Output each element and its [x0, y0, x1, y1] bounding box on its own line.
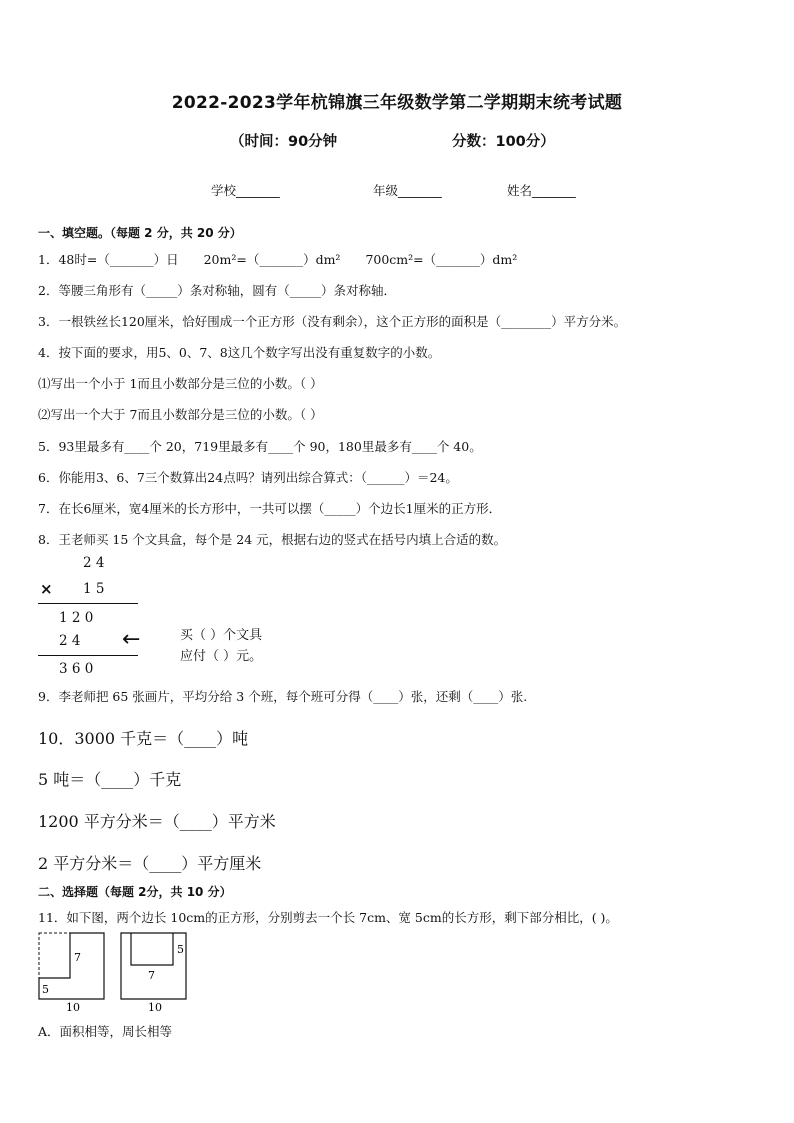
calc-row-multiplier: 1 5	[83, 581, 105, 597]
question-10-part-4: 2 平方分米＝（____）平方厘米	[38, 854, 262, 873]
option-a: A．面积相等，周长相等	[38, 1024, 173, 1039]
exam-score: 分数：100分）	[452, 134, 555, 150]
question-4b: ⑵写出一个大于 7而且小数部分是三位的小数。（ ）	[38, 407, 323, 422]
name-field: 姓名_______	[507, 183, 576, 198]
times-sign: ×	[40, 580, 53, 598]
question-10-part-3: 1200 平方分米＝（____）平方米	[38, 812, 276, 831]
figure-square-1	[36, 930, 108, 1014]
calc-row-multiplicand: 2 4	[83, 555, 105, 571]
question-5: 5．93里最多有____个 20，719里最多有____个 90，180里最多有____个 40。	[38, 439, 482, 454]
fig1-label-5: 5	[42, 983, 49, 996]
calc-row-partial-2: 2 4	[59, 633, 81, 649]
fig2-cut-rectangle	[131, 933, 173, 965]
arrow-left-icon: ←	[122, 627, 141, 652]
calc-line-1	[38, 603, 138, 604]
fig2-label-7: 7	[148, 969, 155, 982]
question-11: 11．如下图，两个边长 10cm的正方形，分别剪去一个长 7cm、宽 5cm的长方形，剩下部分相比，( )。	[38, 910, 618, 925]
question-4a: ⑴写出一个小于 1而且小数部分是三位的小数。（ ）	[38, 376, 323, 391]
fig2-label-10: 10	[148, 1001, 162, 1014]
section1-heading: 一、填空题。（每题 2 分，共 20 分）	[38, 226, 242, 240]
school-field: 学校_______	[211, 183, 280, 198]
fig1-label-7: 7	[74, 951, 81, 964]
question-1: 1．48时=（_______）日 20m²=（_______）dm² 700cm²=（_______）dm²	[38, 252, 518, 267]
calc-line-2	[38, 655, 138, 656]
fig2-label-5: 5	[177, 943, 184, 956]
question-2: 2．等腰三角形有（_____）条对称轴，圆有（_____）条对称轴．	[38, 283, 396, 298]
figure-square-2	[118, 930, 190, 1014]
question-3: 3．一根铁丝长120厘米，恰好围成一个正方形（没有剩余），这个正方形的面积是（________）平方分米。	[38, 314, 627, 329]
question-8: 8．王老师买 15 个文具盒，每个是 24 元，根据右边的竖式在括号内填上合适的数。	[38, 532, 507, 547]
exam-time: （时间：90分钟	[230, 134, 338, 150]
calc-row-product: 3 6 0	[59, 661, 94, 677]
question-10-part-1: 10．3000 千克＝（____）吨	[38, 729, 249, 748]
question-7: 7．在长6厘米，宽4厘米的长方形中，一共可以摆（_____）个边长1厘米的正方形．	[38, 501, 502, 516]
calc-note-buy: 买（ ）个文具	[180, 628, 263, 643]
question-6: 6．你能用3、6、7三个数算出24点吗？请列出综合算式：（______）＝24。	[38, 470, 458, 485]
fig1-label-10: 10	[66, 1001, 80, 1014]
question-10-part-2: 5 吨＝（____）千克	[38, 770, 182, 789]
calc-row-partial-1: 1 2 0	[59, 610, 94, 626]
section2-heading: 二、选择题（每题 2分，共 10 分）	[38, 885, 232, 899]
question-4: 4．按下面的要求，用5、0、7、8这几个数字写出没有重复数字的小数。	[38, 345, 441, 360]
calc-note-pay: 应付（ ）元。	[180, 649, 263, 664]
question-9: 9．李老师把 65 张画片，平均分给 3 个班，每个班可分得（____）张，还剩（____）张.	[38, 689, 528, 704]
exam-title: 2022-2023学年杭锦旗三年级数学第二学期期末统考试题	[171, 93, 623, 113]
grade-field: 年级_______	[373, 183, 442, 198]
